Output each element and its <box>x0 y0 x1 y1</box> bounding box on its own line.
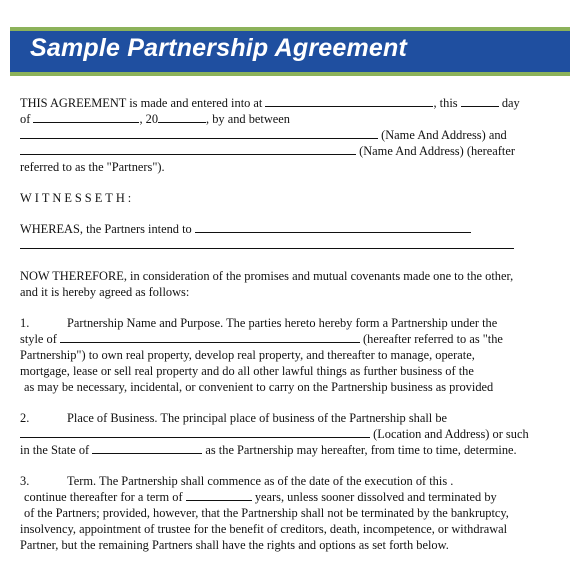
witnesseth-heading: WITNESSETH: <box>20 191 135 205</box>
section-1-line-2 <box>20 331 575 347</box>
partner-2-blank[interactable] <box>20 143 356 155</box>
partnership-name-blank[interactable] <box>60 331 360 343</box>
intro-text: (Name And Address) (hereafter <box>359 144 515 158</box>
intro-text: THIS AGREEMENT is made and entered into at <box>20 96 263 110</box>
section-2-line-2 <box>20 426 575 442</box>
location-blank[interactable] <box>20 426 370 438</box>
section-text: of the Partners; provided, however, that the Partnership shall not be terminated by the bankruptcy, <box>24 506 509 520</box>
document-title: Sample Partnership Agreement <box>30 34 408 62</box>
section-text: as the Partnership may hereafter, from time to time, determine. <box>205 443 517 457</box>
section-3-line-2 <box>20 489 575 505</box>
month-blank[interactable] <box>33 111 139 123</box>
section-text: in the State of <box>20 443 90 457</box>
section-number: 1. <box>20 316 30 330</box>
intro-text: (Name And Address) and <box>381 128 507 142</box>
section-2-line-3 <box>20 442 575 458</box>
section-3-line-3 <box>20 505 575 521</box>
section-3-line-1 <box>20 473 575 489</box>
intro-line-3 <box>20 127 575 143</box>
section-text: (Location and Address) or such <box>373 427 529 441</box>
intro-text: day <box>501 96 520 110</box>
place-blank[interactable] <box>265 95 433 107</box>
section-text: Place of Business. The principal place of business of the Partnership shall be <box>67 411 448 425</box>
section-text: Term. The Partnership shall commence as of the date of the execution of this . <box>67 474 454 488</box>
section-text: as may be necessary, incidental, or convenient to carry on the Partnership business as provided <box>24 380 494 394</box>
term-blank[interactable] <box>186 489 252 501</box>
section-number: 3. <box>20 474 30 488</box>
section-1-line-5 <box>20 379 575 395</box>
section-1-line-3: Partnership") to own real property, develop real property, and thereafter to manage, operate, <box>20 348 475 362</box>
intro-line-1 <box>20 95 575 111</box>
section-number: 2. <box>20 411 30 425</box>
whereas-text: WHEREAS, the Partners intend to <box>20 222 192 236</box>
section-text: years, unless sooner dissolved and terminated by <box>254 490 497 504</box>
title-banner <box>10 31 570 72</box>
intent-blank-2[interactable] <box>20 237 514 249</box>
section-text: continue thereafter for a term of <box>24 490 183 504</box>
section-3-line-4: insolvency, appointment of trustee for the benefit of creditors, death, incompetence, or withdrawal <box>20 522 508 536</box>
section-text: Partnership Name and Purpose. The parties hereto hereby form a Partnership under the <box>67 316 498 330</box>
intro-text: , 20 <box>139 112 159 126</box>
now-therefore-line-2: and it is hereby agreed as follows: <box>20 285 190 299</box>
section-text: (hereafter referred to as "the <box>363 332 503 346</box>
state-blank[interactable] <box>92 442 202 454</box>
intro-line-2 <box>20 111 575 127</box>
whereas-line-1 <box>20 221 575 237</box>
intro-text: , by and between <box>206 112 290 126</box>
section-2-line-1 <box>20 410 575 426</box>
intro-line-5: referred to as the "Partners"). <box>20 160 165 174</box>
section-1-line-4: mortgage, lease or sell real property and do all other lawful things as further business of the <box>20 364 474 378</box>
agreement-body <box>20 95 575 553</box>
intro-text: , this <box>433 96 458 110</box>
section-3-line-5: Partner, but the remaining Partners shall have the rights and options as set forth below. <box>20 538 449 552</box>
section-1-line-1 <box>20 315 575 331</box>
section-text: style of <box>20 332 57 346</box>
partner-1-blank[interactable] <box>20 127 378 139</box>
whereas-line-2 <box>20 237 575 253</box>
intro-line-4 <box>20 143 575 159</box>
bottom-accent-rule <box>10 72 570 76</box>
intent-blank[interactable] <box>195 221 471 233</box>
day-blank[interactable] <box>461 95 499 107</box>
year-blank[interactable] <box>158 111 206 123</box>
intro-text: of <box>20 112 31 126</box>
now-therefore-line-1: NOW THEREFORE, in consideration of the promises and mutual covenants made one to the other, <box>20 269 514 283</box>
